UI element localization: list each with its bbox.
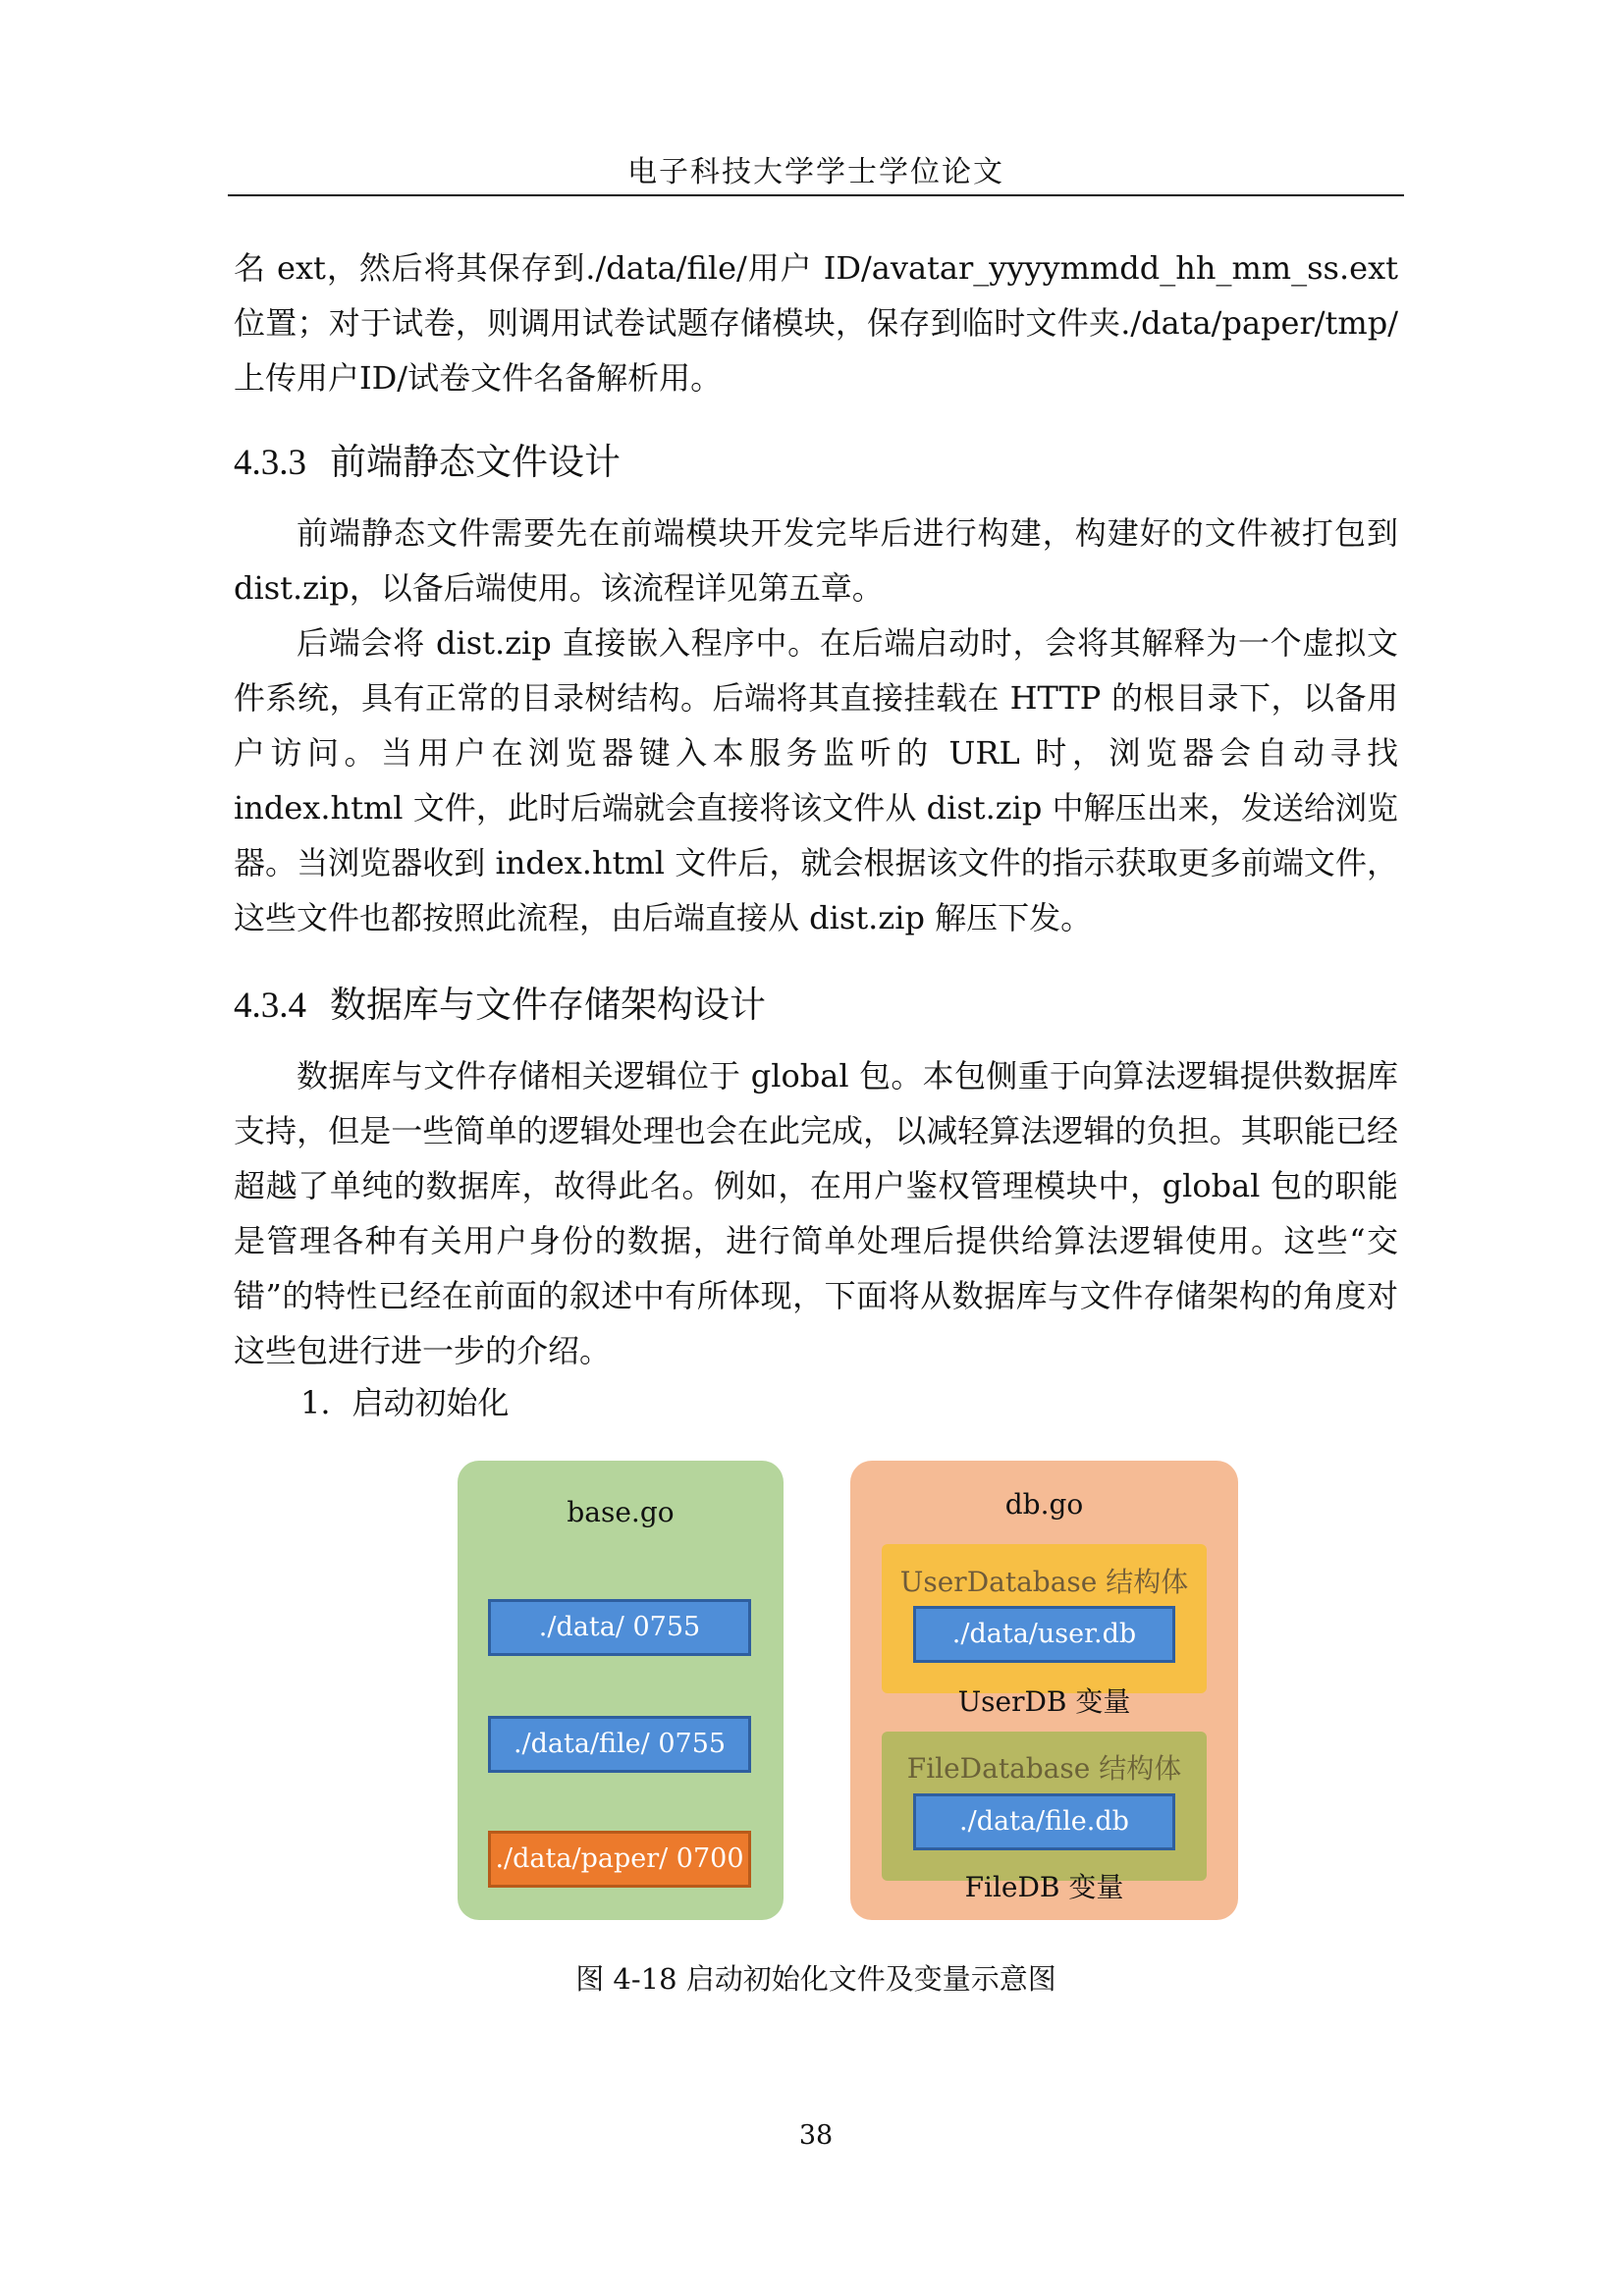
section-title: 数据库与文件存储架构设计 bbox=[330, 984, 766, 1026]
file-db-file-box: ./data/file.db bbox=[913, 1793, 1175, 1850]
paragraph-continuation: 名 ext，然后将其保存到./data/file/用户 ID/avatar_yyyymmdd_hh_mm_ss.ext 位置；对于试卷，则调用试卷试题存储模块，保存到临时文件夹./data/paper/tmp/上传用户ID/试卷文件名备解析用。 bbox=[234, 249, 1398, 397]
list-item-startup-init bbox=[300, 1378, 510, 1423]
base-go-title: base.go bbox=[567, 1496, 675, 1528]
section-number: 4.3.4 bbox=[234, 986, 306, 1026]
section-heading-4-3-3 bbox=[234, 432, 621, 485]
running-header: 电子科技大学学士学位论文 bbox=[627, 155, 1004, 189]
user-database-struct-label: UserDatabase 结构体 bbox=[899, 1566, 1189, 1598]
user-db-file-box: ./data/user.db bbox=[913, 1606, 1175, 1663]
paragraph-frontend-build: 前端静态文件需要先在前端模块开发完毕后进行构建，构建好的文件被打包到 dist.zip，以备后端使用。该流程详见第五章。 bbox=[234, 514, 1398, 607]
section-title: 前端静态文件设计 bbox=[330, 441, 621, 483]
user-db-variable-label: UserDB 变量 bbox=[957, 1685, 1131, 1718]
paragraph-frontend-serve: 后端会将 dist.zip 直接嵌入程序中。在后端启动时，会将其解释为一个虚拟文件系统，具有正常的目录树结构。后端将其直接挂载在 HTTP 的根目录下，以备用户访问。当用户在浏览器键入本服务监听的 URL 时，浏览器会自动寻找 index.html 文件，此时后端就会直接将该文件从 dist.zip 中解压出来，发送给浏览器。当浏览器收到 index.html 文件后，就会根据该文件的指示获取更多前端文件，这些文件也都按照此流程，由后端直接从 dist.zip 解压下发。 bbox=[234, 624, 1398, 936]
section-heading-4-3-4 bbox=[234, 975, 766, 1028]
list-text: 启动初始化 bbox=[352, 1384, 510, 1421]
list-number: 1. bbox=[300, 1384, 331, 1421]
data-paper-dir-box: ./data/paper/ 0700 bbox=[488, 1831, 751, 1888]
file-db-variable-label: FileDB 变量 bbox=[964, 1871, 1124, 1903]
paragraph-global-package: 数据库与文件存储相关逻辑位于 global 包。本包侧重于向算法逻辑提供数据库支持，但是一些简单的逻辑处理也会在此完成，以减轻算法逻辑的负担。其职能已经超越了单纯的数据库，故得此名。例如，在用户鉴权管理模块中，global 包的职能是管理各种有关用户身份的数据，进行简单处理后提供给算法逻辑使用。这些“交错”的特性已经在前面的叙述中有所体现，下面将从数据库与文件存储架构的角度对这些包进行进一步的介绍。 bbox=[234, 1057, 1398, 1369]
file-database-struct-label: FileDatabase 结构体 bbox=[906, 1752, 1182, 1785]
page-number: 38 bbox=[798, 2120, 834, 2151]
db-go-title: db.go bbox=[1004, 1488, 1084, 1521]
data-file-dir-box: ./data/file/ 0755 bbox=[488, 1716, 751, 1773]
section-number: 4.3.3 bbox=[234, 443, 306, 483]
header-rule bbox=[228, 194, 1404, 196]
figure-caption: 图 4-18 启动初始化文件及变量示意图 bbox=[575, 1962, 1056, 1996]
data-dir-box: ./data/ 0755 bbox=[488, 1599, 751, 1656]
